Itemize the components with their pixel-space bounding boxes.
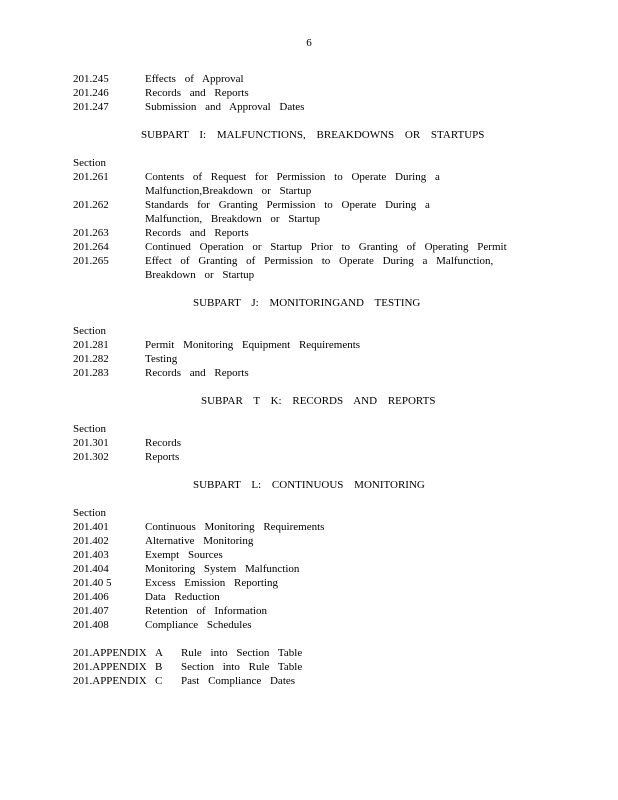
section-number: 201.283 (73, 367, 109, 379)
section-title: Permit Monitoring Equipment Requirements (145, 339, 361, 351)
toc-entry (73, 436, 553, 450)
section-label: Section (73, 157, 106, 169)
appendix-entry (73, 674, 553, 688)
section-label: Section (73, 325, 106, 337)
toc-entry (73, 520, 553, 534)
appendix-number: 201.APPENDIX (73, 675, 147, 687)
toc-entry (73, 338, 553, 352)
section-title: Retention of Information (145, 605, 267, 617)
subpart-k-list (73, 436, 553, 464)
section-number: 201.281 (73, 339, 109, 351)
subpart-j-heading: SUBPART J: MONITORINGAND TESTING (193, 297, 421, 309)
appendix-list (73, 646, 553, 688)
section-title: Reports (145, 451, 180, 463)
section-title: Standards for Granting Permission to Operate During a Malfunction, Breakdown or Startup (145, 199, 430, 225)
toc-entry (73, 198, 553, 226)
section-title: Alternative Monitoring (145, 535, 254, 547)
toc-entry (73, 170, 553, 198)
subpart-i-list (73, 170, 553, 282)
toc-entry (73, 352, 553, 366)
section-title: Data Reduction (145, 591, 220, 603)
appendix-entry (73, 660, 553, 674)
section-title: Compliance Schedules (145, 619, 252, 631)
section-number: 201.402 (73, 535, 109, 547)
section-number: 201.401 (73, 521, 109, 533)
section-title: Submission and Approval Dates (145, 101, 305, 113)
section-title: Exempt Sources (145, 549, 223, 561)
toc-entry (73, 562, 553, 576)
section-title: Records (145, 437, 182, 449)
appendix-letter: B (155, 661, 163, 673)
section-title: Testing (145, 353, 178, 365)
section-title: Continued Operation or Startup Prior to Granting of Operating Permit (145, 241, 507, 253)
toc-entry (73, 366, 553, 380)
toc-entry (73, 576, 553, 590)
section-title: Contents of Request for Permission to Operate During a Malfunction,Breakdown or Startup (145, 171, 440, 197)
appendix-number: 201.APPENDIX (73, 647, 147, 659)
appendix-letter: C (155, 675, 163, 687)
section-title: Records and Reports (145, 367, 249, 379)
section-number: 201.302 (73, 451, 109, 463)
section-number: 201.407 (73, 605, 109, 617)
section-number: 201.262 (73, 199, 109, 211)
toc-entry (73, 450, 553, 464)
section-title: Effects of Approval (145, 73, 244, 85)
section-number: 201.406 (73, 591, 109, 603)
section-title: Continuous Monitoring Requirements (145, 521, 325, 533)
toc-entry (73, 86, 553, 100)
section-title: Monitoring System Malfunction (145, 563, 300, 575)
page-number: 6 (306, 37, 312, 49)
section-title: Records and Reports (145, 227, 249, 239)
table-of-contents (73, 72, 553, 688)
section-number: 201.264 (73, 241, 109, 253)
toc-entry (73, 254, 553, 282)
toc-entry (73, 240, 553, 254)
subpart-j-list (73, 338, 553, 380)
subpart-i-heading: SUBPART I: MALFUNCTIONS, BREAKDOWNS OR STARTUPS (141, 129, 485, 141)
subpart-h-list (73, 72, 553, 114)
section-label: Section (73, 423, 106, 435)
section-number: 201.263 (73, 227, 109, 239)
appendix-title: Past Compliance Dates (181, 675, 296, 687)
section-label: Section (73, 507, 106, 519)
toc-entry (73, 548, 553, 562)
subpart-l-heading: SUBPART L: CONTINUOUS MONITORING (193, 479, 425, 491)
section-number: 201.404 (73, 563, 109, 575)
section-number: 201.247 (73, 101, 109, 113)
subpart-k-heading: SUBPAR T K: RECORDS AND REPORTS (201, 395, 436, 407)
section-title: Effect of Granting of Permission to Operate During a Malfunction, Breakdown or Startup (145, 255, 494, 281)
section-number: 201.40 5 (73, 577, 112, 589)
section-number: 201.301 (73, 437, 109, 449)
toc-entry (73, 604, 553, 618)
section-number: 201.282 (73, 353, 109, 365)
appendix-title: Rule into Section Table (181, 647, 303, 659)
section-number: 201.265 (73, 255, 109, 267)
section-number: 201.246 (73, 87, 109, 99)
toc-entry (73, 534, 553, 548)
toc-entry (73, 226, 553, 240)
appendix-entry (73, 646, 553, 660)
appendix-title: Section into Rule Table (181, 661, 303, 673)
toc-entry (73, 72, 553, 86)
appendix-number: 201.APPENDIX (73, 661, 147, 673)
toc-entry (73, 618, 553, 632)
section-number: 201.245 (73, 73, 109, 85)
toc-entry (73, 100, 553, 114)
section-title: Records and Reports (145, 87, 249, 99)
subpart-l-list (73, 520, 553, 632)
section-number: 201.403 (73, 549, 109, 561)
section-number: 201.408 (73, 619, 109, 631)
toc-entry (73, 590, 553, 604)
appendix-letter: A (155, 647, 163, 659)
section-title: Excess Emission Reporting (145, 577, 278, 589)
section-number: 201.261 (73, 171, 109, 183)
